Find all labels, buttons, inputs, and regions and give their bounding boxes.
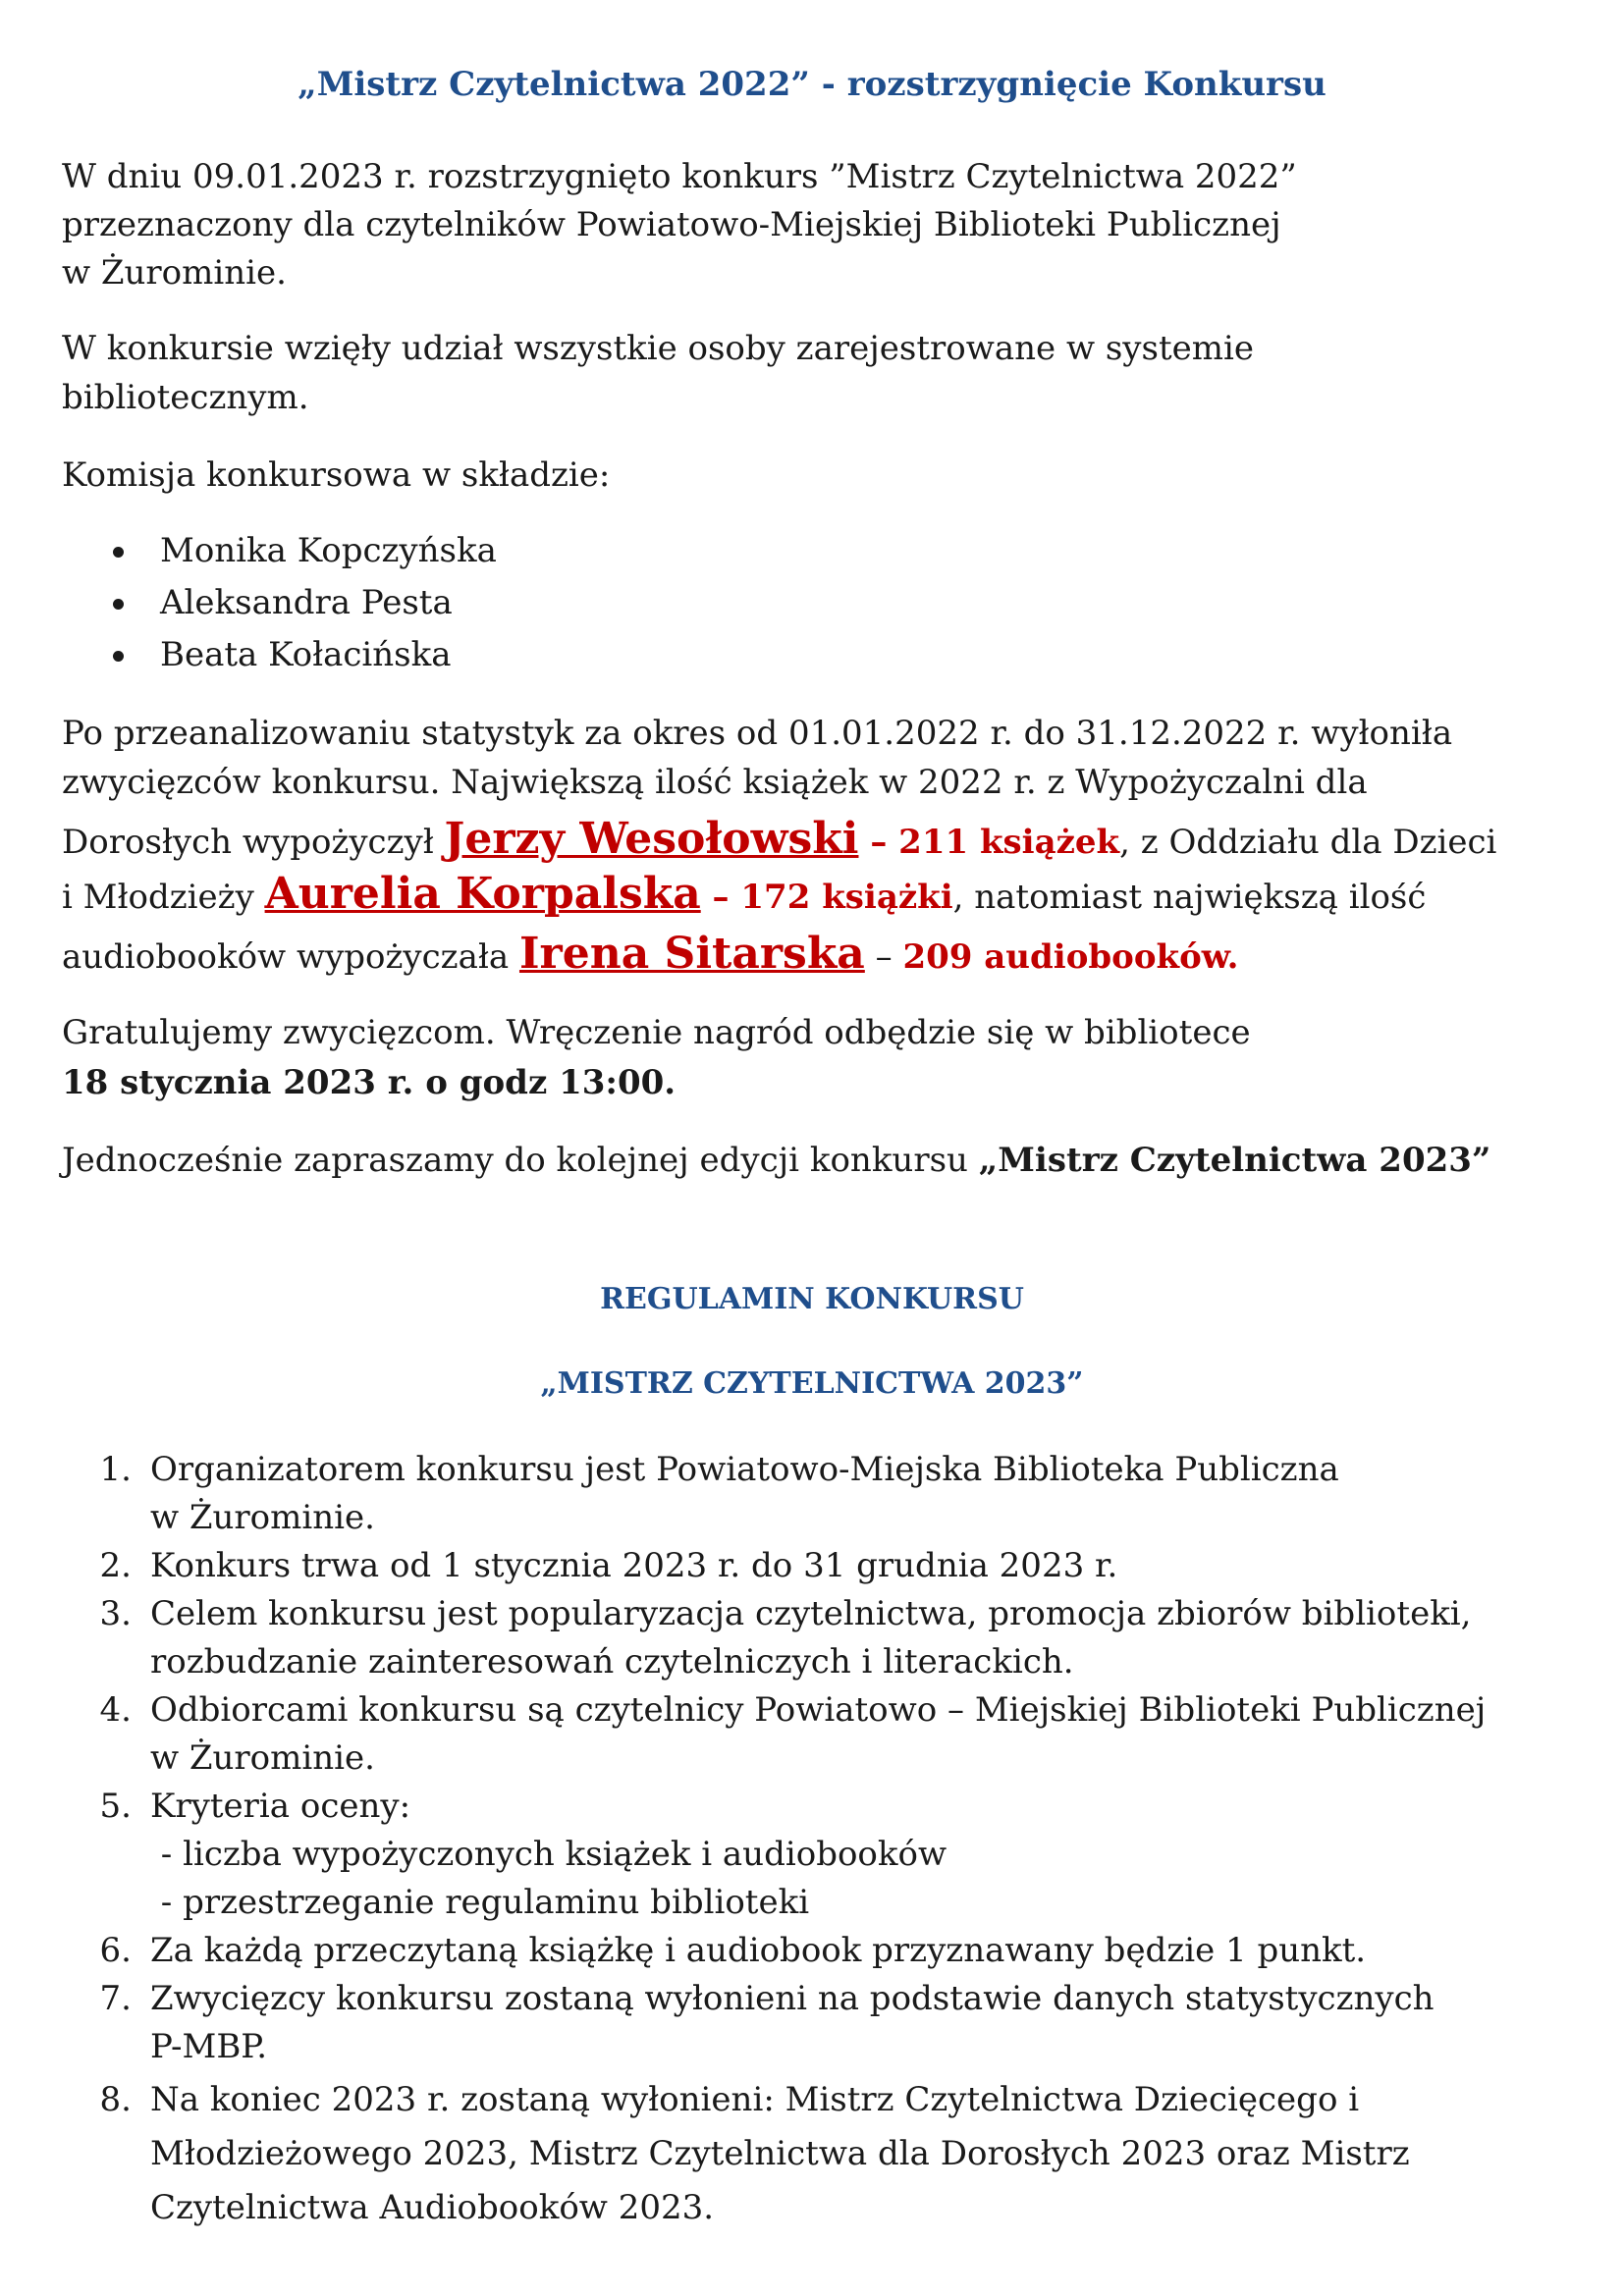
invite-contest-name: „Mistrz Czytelnictwa 2023” xyxy=(978,1141,1491,1180)
results-line-4 xyxy=(62,868,1426,924)
list-item-number: 5. xyxy=(99,1787,132,1826)
intro-line-1: W dniu 09.01.2023 r. rozstrzygnięto konkurs ”Mistrz Czytelnictwa 2022” xyxy=(62,157,1297,196)
committee-member: Aleksandra Pesta xyxy=(160,583,453,622)
list-item: Zwycięzcy konkursu zostaną wyłonieni na podstawie danych statystycznych xyxy=(150,1979,1435,2018)
list-item: Młodzieżowego 2023, Mistrz Czytelnictwa dla Dorosłych 2023 oraz Mistrz xyxy=(150,2134,1410,2173)
winner-children-name: Aurelia Korpalska xyxy=(264,869,701,919)
list-item-subcriterion: - liczba wypożyczonych książek i audiobooków xyxy=(150,1835,947,1874)
winner-adults-count: – 211 książek xyxy=(858,823,1120,862)
results-text: Dorosłych wypożyczył xyxy=(62,823,445,862)
invite-line xyxy=(62,1136,1491,1185)
list-item: Celem konkursu jest popularyzacja czytelnictwa, promocja zbiorów biblioteki, xyxy=(150,1594,1472,1633)
announcement-title: „Mistrz Czytelnictwa 2022” - rozstrzygnięcie Konkursu xyxy=(298,65,1326,104)
list-item: Czytelnictwa Audiobooków 2023. xyxy=(150,2188,715,2227)
results-line-5 xyxy=(62,928,1238,984)
regulations-subtitle: „MISTRZ CZYTELNICTWA 2023” xyxy=(540,1366,1084,1401)
bullet-icon xyxy=(113,651,124,662)
results-line-2: zwycięzców konkursu. Największą ilość książek w 2022 r. z Wypożyczalni dla xyxy=(62,763,1368,802)
participants-line-1: W konkursie wzięły udział wszystkie osoby zarejestrowane w systemie xyxy=(62,329,1254,368)
list-item-number: 7. xyxy=(99,1979,132,2018)
winner-children-count: – 172 książki xyxy=(700,878,953,917)
congrats-line: Gratulujemy zwycięzcom. Wręczenie nagród odbędzie się w bibliotece xyxy=(62,1013,1251,1052)
list-item: P-MBP. xyxy=(150,2027,268,2066)
invite-text: Jednocześnie zapraszamy do kolejnej edycji konkursu xyxy=(62,1141,979,1180)
list-item-subcriterion: - przestrzeganie regulaminu biblioteki xyxy=(150,1883,810,1922)
results-text: , z Oddziału dla Dzieci xyxy=(1119,823,1497,862)
list-item-number: 1. xyxy=(99,1450,132,1489)
list-item: Za każdą przeczytaną książkę i audiobook przyznawany będzie 1 punkt. xyxy=(150,1931,1367,1970)
intro-line-2: przeznaczony dla czytelników Powiatowo-Miejskiej Biblioteki Publicznej xyxy=(62,205,1281,244)
results-text: i Młodzieży xyxy=(62,878,265,917)
results-line-1: Po przeanalizowaniu statystyk za okres od 01.01.2022 r. do 31.12.2022 r. wyłoniła xyxy=(62,714,1453,753)
winner-adults-name: Jerzy Wesołowski xyxy=(444,814,859,864)
list-item: rozbudzanie zainteresowań czytelniczych i literackich. xyxy=(150,1642,1074,1682)
committee-label: Komisja konkursowa w składzie: xyxy=(62,455,611,495)
list-item-number: 8. xyxy=(99,2080,132,2119)
winner-audiobooks-name: Irena Sitarska xyxy=(518,929,865,979)
list-item: Kryteria oceny: xyxy=(150,1787,411,1826)
results-text: audiobooków wypożyczała xyxy=(62,937,519,977)
intro-line-3: w Żurominie. xyxy=(62,253,287,293)
list-item: w Żurominie. xyxy=(150,1738,375,1778)
committee-member: Beata Kołacińska xyxy=(160,635,452,674)
list-item: Odbiorcami konkursu są czytelnicy Powiatowo – Miejskiej Biblioteki Publicznej xyxy=(150,1690,1487,1730)
regulations-title: REGULAMIN KONKURSU xyxy=(600,1282,1024,1316)
list-item-number: 6. xyxy=(99,1931,132,1970)
participants-line-2: bibliotecznym. xyxy=(62,378,309,417)
results-text: , natomiast największą ilość xyxy=(952,878,1427,917)
list-item-number: 4. xyxy=(99,1690,132,1730)
list-item: Organizatorem konkursu jest Powiatowo-Miejska Biblioteka Publiczna xyxy=(150,1450,1339,1489)
results-text: – xyxy=(864,937,903,977)
list-item: Na koniec 2023 r. zostaną wyłonieni: Mistrz Czytelnictwa Dziecięcego i xyxy=(150,2080,1360,2119)
list-item-number: 3. xyxy=(99,1594,132,1633)
bullet-icon xyxy=(113,599,124,610)
winner-audiobooks-count: 209 audiobooków. xyxy=(902,937,1239,977)
list-item: w Żurominie. xyxy=(150,1498,375,1537)
results-line-3 xyxy=(62,813,1496,869)
committee-member: Monika Kopczyńska xyxy=(160,531,497,570)
ceremony-date: 18 stycznia 2023 r. o godz 13:00. xyxy=(62,1063,677,1102)
list-item-number: 2. xyxy=(99,1546,132,1585)
bullet-icon xyxy=(113,547,124,558)
list-item: Konkurs trwa od 1 stycznia 2023 r. do 31 grudnia 2023 r. xyxy=(150,1546,1118,1585)
